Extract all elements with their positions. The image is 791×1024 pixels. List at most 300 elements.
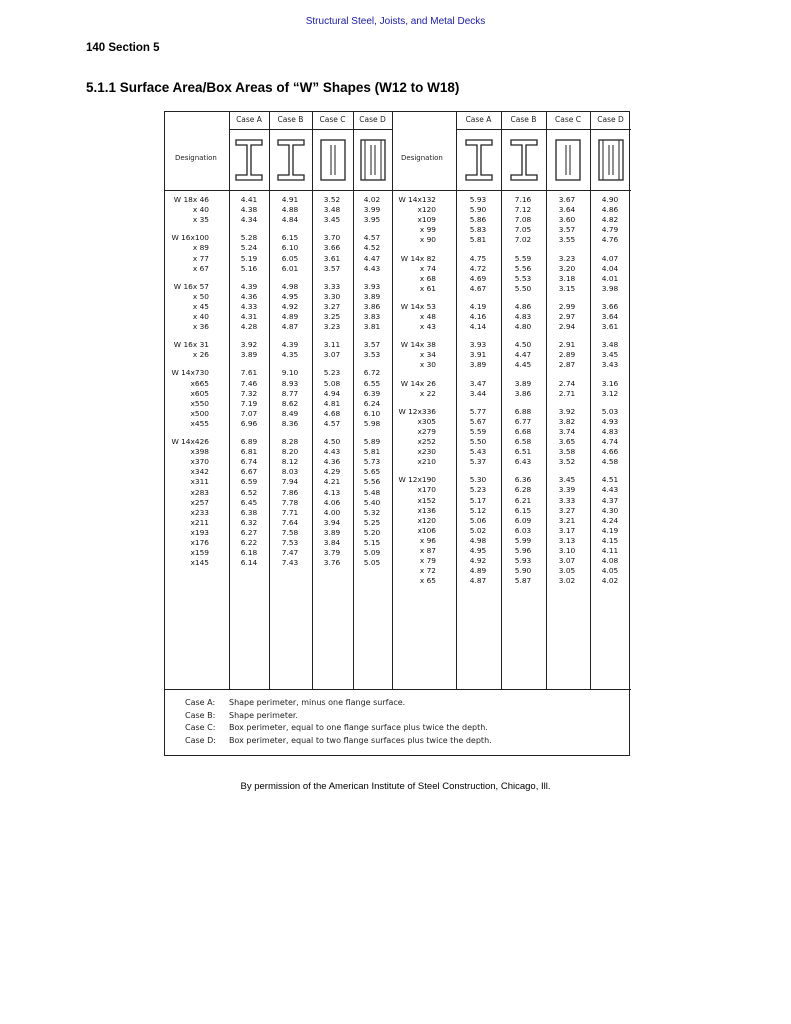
value-cell-case-b: 4.83 [514, 312, 532, 321]
value-cell-case-a: 5.81 [469, 235, 487, 245]
value-cell-case-a: 4.38 [240, 205, 258, 215]
designation-cell: x120 [417, 205, 436, 215]
value-cell-case-c: 3.70 [323, 233, 341, 243]
designation-cell: x 89 [192, 243, 209, 253]
value-cell-case-b: 4.39 [281, 340, 299, 350]
value-cell-case-b: 6.68 [514, 426, 532, 436]
value-cell-case-c: 4.13 [323, 487, 341, 497]
value-cell-case-b: 6.43 [514, 457, 532, 467]
value-cell-case-c: 3.27 [558, 505, 576, 515]
designation-cell: x 26 [192, 350, 209, 360]
designation-cell: x 22 [419, 388, 436, 398]
value-cell-case-b: 7.58 [281, 527, 299, 537]
value-cell-case-d: 6.72 [363, 368, 381, 378]
value-cell-case-d: 3.53 [363, 350, 381, 360]
value-cell-case-c: 3.60 [558, 215, 576, 225]
value-cell-case-a: 5.23 [469, 485, 487, 495]
value-cell-case-d: 4.93 [601, 416, 619, 426]
value-cell-case-a: 5.16 [240, 263, 258, 273]
value-cell-case-c: 3.82 [558, 416, 576, 426]
table-row [165, 215, 631, 225]
value-cell-case-b: 4.80 [514, 322, 532, 332]
table-row [165, 437, 631, 447]
designation-cell: x 67 [192, 263, 209, 273]
designation-cell: x 90 [419, 235, 436, 245]
value-cell-case-c: 3.15 [558, 283, 576, 293]
value-cell-case-a: 5.90 [469, 205, 487, 215]
table-row [165, 485, 631, 495]
value-cell-case-d: 4.83 [601, 426, 619, 436]
value-cell-case-c: 2.94 [558, 322, 576, 332]
table-row [165, 350, 631, 360]
value-cell-case-b: 7.94 [281, 477, 299, 487]
value-cell-case-c: 3.66 [323, 243, 341, 253]
value-cell-case-b: 4.87 [281, 322, 299, 332]
designation-cell: x279 [417, 426, 436, 436]
value-cell-case-a: 6.22 [240, 538, 258, 547]
designation-cell: x 40 [192, 312, 209, 321]
value-cell-case-d: 4.07 [601, 253, 619, 263]
table-row [165, 281, 631, 294]
value-cell-case-a: 7.19 [240, 398, 258, 408]
table-row [165, 556, 631, 566]
value-cell-case-b: 9.10 [281, 368, 299, 378]
value-cell-case-c: 3.27 [323, 301, 341, 311]
value-cell-case-a: 4.98 [469, 535, 487, 545]
value-cell-case-c: 3.52 [323, 195, 341, 204]
value-cell-case-b: 4.50 [514, 340, 532, 350]
value-cell-case-b: 5.59 [514, 253, 532, 263]
designation-cell: W 12x190 [398, 475, 436, 485]
value-cell-case-c: 4.57 [323, 418, 341, 428]
value-cell-case-d: 4.30 [601, 505, 619, 515]
value-cell-case-b: 7.71 [281, 507, 299, 517]
box-two-flange-icon [356, 137, 390, 183]
value-cell-case-a: 4.19 [469, 301, 487, 311]
value-cell-case-d: 5.05 [363, 558, 381, 568]
value-cell-case-c: 3.79 [323, 548, 341, 558]
designation-cell: x342 [190, 467, 209, 477]
value-cell-case-a: 5.02 [469, 525, 487, 535]
note-case-b: Case B: Shape perimeter. [185, 710, 298, 720]
table-row [165, 322, 631, 332]
value-cell-case-b: 5.99 [514, 535, 532, 545]
value-cell-case-c: 3.65 [558, 437, 576, 446]
value-cell-case-d: 6.55 [363, 378, 381, 388]
table-row [165, 576, 631, 586]
value-cell-case-d: 5.81 [363, 447, 381, 457]
value-cell-case-a: 5.19 [240, 253, 258, 263]
table-row [165, 447, 631, 457]
value-cell-case-b: 7.12 [514, 205, 532, 215]
value-cell-case-a: 7.07 [240, 408, 258, 418]
value-cell-case-c: 3.57 [323, 263, 341, 273]
value-cell-case-d: 3.86 [363, 301, 381, 311]
value-cell-case-a: 6.32 [240, 517, 258, 527]
value-cell-case-b: 7.86 [281, 487, 299, 497]
value-cell-case-d: 5.40 [363, 497, 381, 507]
value-cell-case-d: 5.20 [363, 527, 381, 537]
value-cell-case-c: 4.21 [323, 477, 341, 487]
designation-cell: W 14x730 [171, 368, 209, 378]
value-cell-case-a: 4.87 [469, 576, 487, 586]
value-cell-case-b: 7.53 [281, 538, 299, 547]
designation-cell: x 68 [419, 273, 436, 283]
value-cell-case-d: 4.58 [601, 457, 619, 467]
value-cell-case-b: 8.36 [281, 418, 299, 428]
value-cell-case-b: 4.88 [281, 205, 299, 215]
value-cell-case-c: 3.64 [558, 205, 576, 215]
value-cell-case-c: 3.67 [558, 195, 576, 204]
designation-cell: x176 [190, 538, 209, 547]
value-cell-case-a: 4.69 [469, 273, 487, 283]
value-cell-case-a: 7.61 [240, 368, 258, 378]
w-shape-perimeter-minus-flange-icon [462, 137, 496, 183]
value-cell-case-d: 4.04 [601, 263, 619, 273]
value-cell-case-d: 4.08 [601, 556, 619, 566]
case-notes [185, 697, 492, 747]
value-cell-case-c: 4.29 [323, 467, 341, 477]
value-cell-case-b: 8.12 [281, 457, 299, 467]
designation-cell: x455 [190, 418, 209, 428]
value-cell-case-b: 6.77 [514, 416, 532, 426]
value-cell-case-a: 7.32 [240, 388, 258, 398]
value-cell-case-a: 7.46 [240, 378, 258, 388]
value-cell-case-d: 5.09 [363, 548, 381, 558]
value-cell-case-a: 4.34 [240, 215, 258, 225]
value-cell-case-a: 4.41 [240, 195, 258, 204]
case-header-c-left: Case C [319, 115, 346, 124]
value-cell-case-c: 3.21 [558, 515, 576, 525]
value-cell-case-c: 3.23 [323, 322, 341, 332]
section-title: 5.1.1 Surface Area/Box Areas of “W” Shapes (W12 to W18) [86, 80, 460, 95]
designation-cell: W 16x 31 [173, 340, 209, 350]
value-cell-case-c: 3.11 [323, 340, 341, 350]
value-cell-case-d: 3.12 [601, 388, 619, 398]
value-cell-case-c: 3.48 [323, 205, 341, 215]
value-cell-case-b: 8.77 [281, 388, 299, 398]
designation-cell: x 96 [419, 535, 436, 545]
table-row [165, 496, 631, 506]
table-row [165, 417, 631, 427]
designation-cell: W 14x132 [398, 195, 436, 204]
value-cell-case-a: 4.89 [469, 566, 487, 576]
value-cell-case-a: 3.89 [469, 360, 487, 370]
table-row [165, 566, 631, 576]
value-cell-case-d: 4.02 [601, 576, 619, 586]
value-cell-case-c: 3.58 [558, 447, 576, 457]
value-cell-case-d: 5.25 [363, 517, 381, 527]
value-cell-case-d: 4.51 [601, 475, 619, 485]
value-cell-case-a: 5.12 [469, 505, 487, 515]
value-cell-case-d: 4.82 [601, 215, 619, 225]
value-cell-case-d: 4.57 [363, 233, 381, 243]
designation-cell: x398 [190, 447, 209, 457]
value-cell-case-d: 5.56 [363, 477, 381, 487]
value-cell-case-c: 3.30 [323, 291, 341, 301]
value-cell-case-a: 5.17 [469, 495, 487, 505]
value-cell-case-b: 6.88 [514, 406, 532, 416]
value-cell-case-c: 4.36 [323, 457, 341, 467]
value-cell-case-d: 5.65 [363, 467, 381, 477]
value-cell-case-d: 4.76 [601, 235, 619, 245]
value-cell-case-d: 4.66 [601, 447, 619, 457]
value-cell-case-a: 6.45 [240, 497, 258, 507]
value-cell-case-c: 4.94 [323, 388, 341, 398]
value-cell-case-c: 3.89 [323, 527, 341, 537]
designation-cell: x 35 [192, 215, 209, 225]
value-cell-case-d: 4.52 [363, 243, 381, 253]
value-cell-case-a: 6.96 [240, 418, 258, 428]
value-cell-case-b: 8.20 [281, 447, 299, 457]
value-cell-case-d: 3.98 [601, 283, 619, 293]
value-cell-case-a: 6.27 [240, 527, 258, 537]
value-cell-case-d: 3.89 [363, 291, 381, 301]
value-cell-case-a: 5.93 [469, 195, 487, 204]
value-cell-case-d: 4.19 [601, 525, 619, 535]
value-cell-case-c: 4.68 [323, 408, 341, 418]
value-cell-case-a: 4.72 [469, 263, 487, 273]
value-cell-case-c: 3.76 [323, 558, 341, 568]
value-cell-case-d: 5.89 [363, 437, 381, 446]
value-cell-case-a: 3.89 [240, 350, 258, 360]
table-row [165, 264, 631, 274]
value-cell-case-a: 5.86 [469, 215, 487, 225]
value-cell-case-b: 6.28 [514, 485, 532, 495]
value-cell-case-c: 3.55 [558, 235, 576, 245]
designation-cell: x370 [190, 457, 209, 467]
designation-cell: x 30 [419, 360, 436, 370]
value-cell-case-d: 4.11 [601, 546, 619, 555]
designation-cell: x 48 [419, 312, 436, 321]
value-cell-case-b: 5.90 [514, 566, 532, 576]
designation-cell: x 65 [419, 576, 436, 586]
table-row [165, 506, 631, 516]
value-cell-case-c: 3.84 [323, 538, 341, 547]
value-cell-case-c: 3.45 [558, 475, 576, 485]
value-cell-case-b: 4.84 [281, 215, 299, 225]
value-cell-case-c: 3.05 [558, 566, 576, 576]
value-cell-case-b: 7.47 [281, 548, 299, 558]
value-cell-case-b: 8.03 [281, 467, 299, 477]
designation-header-left: Designation [175, 154, 217, 162]
designation-cell: x257 [190, 497, 209, 507]
value-cell-case-c: 4.00 [323, 507, 341, 517]
value-cell-case-a: 6.14 [240, 558, 258, 568]
value-cell-case-c: 3.13 [558, 535, 576, 545]
table-row [165, 235, 631, 245]
table-row [165, 254, 631, 264]
designation-cell: W 18x 46 [173, 195, 209, 204]
designation-header-right: Designation [401, 154, 443, 162]
value-cell-case-b: 4.89 [281, 312, 299, 321]
value-cell-case-b: 7.08 [514, 215, 532, 225]
designation-cell: x 77 [192, 253, 209, 263]
value-cell-case-b: 7.16 [514, 195, 532, 204]
value-cell-case-b: 6.05 [281, 253, 299, 263]
value-cell-case-b: 6.03 [514, 525, 532, 535]
value-cell-case-c: 3.52 [558, 457, 576, 467]
value-cell-case-c: 3.57 [558, 225, 576, 235]
designation-cell: x283 [190, 487, 209, 497]
designation-cell: x211 [190, 517, 209, 527]
value-cell-case-a: 6.38 [240, 507, 258, 517]
value-cell-case-a: 4.95 [469, 546, 487, 555]
w-shape-perimeter-icon [274, 137, 308, 183]
value-cell-case-d: 4.01 [601, 273, 619, 283]
box-two-flange-icon [594, 137, 628, 183]
designation-cell: x106 [417, 525, 436, 535]
value-cell-case-d: 4.86 [601, 205, 619, 215]
table-row [165, 516, 631, 526]
value-cell-case-d: 4.24 [601, 515, 619, 525]
box-one-flange-icon [316, 137, 350, 183]
value-cell-case-c: 3.02 [558, 576, 576, 586]
table-row [165, 379, 631, 389]
value-cell-case-c: 3.45 [323, 215, 341, 225]
value-cell-case-c: 3.92 [558, 406, 576, 416]
designation-cell: x233 [190, 507, 209, 517]
value-cell-case-c: 4.43 [323, 447, 341, 457]
value-cell-case-b: 6.21 [514, 495, 532, 505]
case-header-b-right: Case B [510, 115, 537, 124]
value-cell-case-a: 3.47 [469, 378, 487, 388]
value-cell-case-b: 5.87 [514, 576, 532, 586]
table-row [165, 225, 631, 235]
value-cell-case-a: 5.06 [469, 515, 487, 525]
value-cell-case-a: 3.92 [240, 340, 258, 350]
value-cell-case-d: 3.66 [601, 301, 619, 311]
value-cell-case-d: 4.90 [601, 195, 619, 204]
value-cell-case-d: 5.73 [363, 457, 381, 467]
designation-cell: x 36 [192, 322, 209, 332]
designation-cell: x 99 [419, 225, 436, 235]
value-cell-case-d: 3.64 [601, 312, 619, 321]
designation-cell: x 40 [192, 205, 209, 215]
value-cell-case-d: 3.16 [601, 378, 619, 388]
box-one-flange-icon [551, 137, 585, 183]
value-cell-case-c: 3.18 [558, 273, 576, 283]
value-cell-case-d: 5.15 [363, 538, 381, 547]
designation-cell: x 45 [192, 301, 209, 311]
value-cell-case-d: 6.10 [363, 408, 381, 418]
case-header-d-left: Case D [359, 115, 386, 124]
value-cell-case-a: 4.28 [240, 322, 258, 332]
value-cell-case-a: 6.74 [240, 457, 258, 467]
value-cell-case-d: 3.45 [601, 350, 619, 360]
value-cell-case-a: 6.89 [240, 437, 258, 446]
designation-cell: x252 [417, 437, 436, 446]
designation-cell: x 79 [419, 556, 436, 566]
value-cell-case-d: 3.61 [601, 322, 619, 332]
value-cell-case-a: 3.44 [469, 388, 487, 398]
value-cell-case-b: 6.15 [514, 505, 532, 515]
value-cell-case-c: 5.08 [323, 378, 341, 388]
value-cell-case-c: 3.94 [323, 517, 341, 527]
designation-cell: x 87 [419, 546, 436, 555]
value-cell-case-b: 8.62 [281, 398, 299, 408]
note-case-d: Case D: Box perimeter, equal to two flange surfaces plus twice the depth. [185, 735, 492, 745]
table-row [165, 546, 631, 556]
value-cell-case-b: 8.93 [281, 378, 299, 388]
value-cell-case-c: 4.81 [323, 398, 341, 408]
value-cell-case-d: 3.83 [363, 312, 381, 321]
designation-cell: x 74 [419, 263, 436, 273]
value-cell-case-d: 4.43 [363, 263, 381, 273]
value-cell-case-b: 5.50 [514, 283, 532, 293]
table-row [165, 340, 631, 350]
surface-area-table [164, 111, 630, 756]
value-cell-case-d: 4.15 [601, 535, 619, 545]
value-cell-case-b: 4.95 [281, 291, 299, 301]
value-cell-case-b: 6.15 [281, 233, 299, 243]
value-cell-case-b: 8.49 [281, 408, 299, 418]
w-shape-perimeter-icon [507, 137, 541, 183]
table-row [165, 274, 631, 284]
value-cell-case-b: 6.01 [281, 263, 299, 273]
designation-cell: x305 [417, 416, 436, 426]
value-cell-case-b: 7.02 [514, 235, 532, 245]
value-cell-case-b: 6.09 [514, 515, 532, 525]
value-cell-case-b: 7.64 [281, 517, 299, 527]
value-cell-case-a: 5.37 [469, 457, 487, 467]
value-cell-case-b: 5.96 [514, 546, 532, 555]
designation-cell: W 14x 26 [400, 378, 436, 388]
value-cell-case-c: 4.50 [323, 437, 341, 446]
designation-cell: x 61 [419, 283, 436, 293]
case-header-a-left: Case A [236, 115, 262, 124]
value-cell-case-c: 3.10 [558, 546, 576, 555]
value-cell-case-b: 5.56 [514, 263, 532, 273]
w-shape-perimeter-minus-flange-icon [232, 137, 266, 183]
page-number: 140 Section 5 [86, 42, 160, 54]
value-cell-case-a: 6.81 [240, 447, 258, 457]
value-cell-case-b: 4.47 [514, 350, 532, 360]
value-cell-case-c: 3.23 [558, 253, 576, 263]
table-row [165, 526, 631, 536]
value-cell-case-a: 4.36 [240, 291, 258, 301]
value-cell-case-a: 5.43 [469, 447, 487, 457]
value-cell-case-b: 4.91 [281, 195, 299, 204]
value-cell-case-c: 4.06 [323, 497, 341, 507]
value-cell-case-d: 4.05 [601, 566, 619, 576]
value-cell-case-a: 3.93 [469, 340, 487, 350]
designation-cell: x109 [417, 215, 436, 225]
designation-cell: x152 [417, 495, 436, 505]
designation-cell: x500 [190, 408, 209, 418]
designation-cell: x605 [190, 388, 209, 398]
note-case-a: Case A: Shape perimeter, minus one flange surface. [185, 698, 406, 707]
value-cell-case-d: 4.43 [601, 485, 619, 495]
table-row [165, 302, 631, 312]
value-cell-case-c: 3.20 [558, 263, 576, 273]
value-cell-case-a: 6.59 [240, 477, 258, 487]
designation-cell: x 50 [192, 291, 209, 301]
value-cell-case-d: 4.74 [601, 437, 619, 446]
value-cell-case-b: 7.05 [514, 225, 532, 235]
value-cell-case-c: 3.33 [558, 495, 576, 505]
value-cell-case-c: 2.91 [558, 340, 576, 350]
value-cell-case-b: 5.93 [514, 556, 532, 566]
value-cell-case-d: 6.24 [363, 398, 381, 408]
value-cell-case-a: 5.28 [240, 233, 258, 243]
designation-cell: W 16x100 [171, 233, 209, 243]
value-cell-case-b: 7.43 [281, 558, 299, 568]
value-cell-case-d: 3.43 [601, 360, 619, 370]
value-cell-case-d: 3.93 [363, 281, 381, 291]
value-cell-case-d: 5.48 [363, 487, 381, 497]
table-row [165, 389, 631, 399]
